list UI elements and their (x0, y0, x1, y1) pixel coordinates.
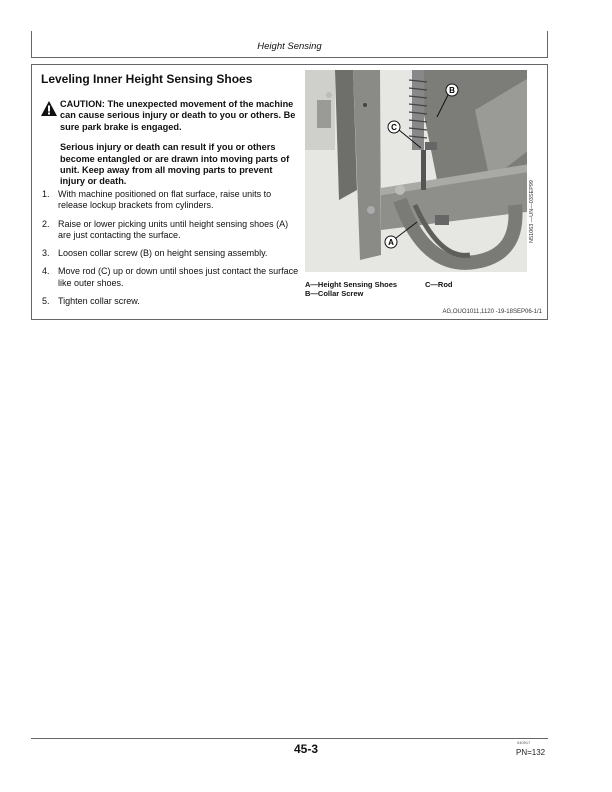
figure-legend (305, 280, 453, 298)
svg-text:C: C (391, 123, 397, 132)
caution-text: CAUTION: The unexpected movement of the machine can cause serious injury or death to you or others. Be sure park brake is engaged. (60, 99, 296, 132)
step-item: 2. Raise or lower picking units until height sensing shoes (A) are just contacting the surface. (42, 218, 289, 240)
footer-divider (31, 738, 548, 739)
page-number: 45-3 (293, 742, 319, 756)
caution-block (41, 99, 296, 188)
svg-text:A: A (388, 238, 394, 247)
running-header (31, 31, 548, 58)
legend-item-c: C—Rod (425, 280, 453, 289)
footer-small-code: 040917 (517, 740, 531, 745)
reference-code: AG,OUO1011,1120 -19-18SEP06-1/1 (442, 309, 542, 315)
pn-number: PN=132 (516, 748, 546, 757)
legend-item-a: A—Height Sensing Shoes (305, 280, 398, 289)
section-title: Height Sensing (257, 41, 322, 52)
image-id: N51063 —UN—03SEP99 (529, 180, 535, 243)
step-item: 5. Tighten collar screw. (42, 296, 140, 307)
step-item: 3. Loosen collar screw (B) on height sensing assembly. (42, 248, 268, 259)
machine-illustration (305, 70, 542, 272)
step-item: 1. With machine positioned on flat surface, raise units to release lockup brackets from cylinders. (42, 189, 272, 211)
height-sensing-photo (305, 70, 542, 272)
caution-warning-text: Serious injury or death can result if you or others become entangled or are drawn into moving parts of unit. Keep away from all moving parts to prevent injury or death. (60, 142, 290, 187)
svg-text:B: B (449, 86, 455, 95)
legend-item-b: B—Collar Screw (305, 289, 364, 298)
procedure-module (31, 64, 548, 320)
warning-triangle-icon (41, 101, 57, 116)
step-item: 4. Move rod (C) up or down until shoes just contact the surface like outer shoes. (42, 266, 299, 288)
steps-list (41, 189, 303, 314)
module-title: Leveling Inner Height Sensing Shoes (41, 72, 253, 86)
